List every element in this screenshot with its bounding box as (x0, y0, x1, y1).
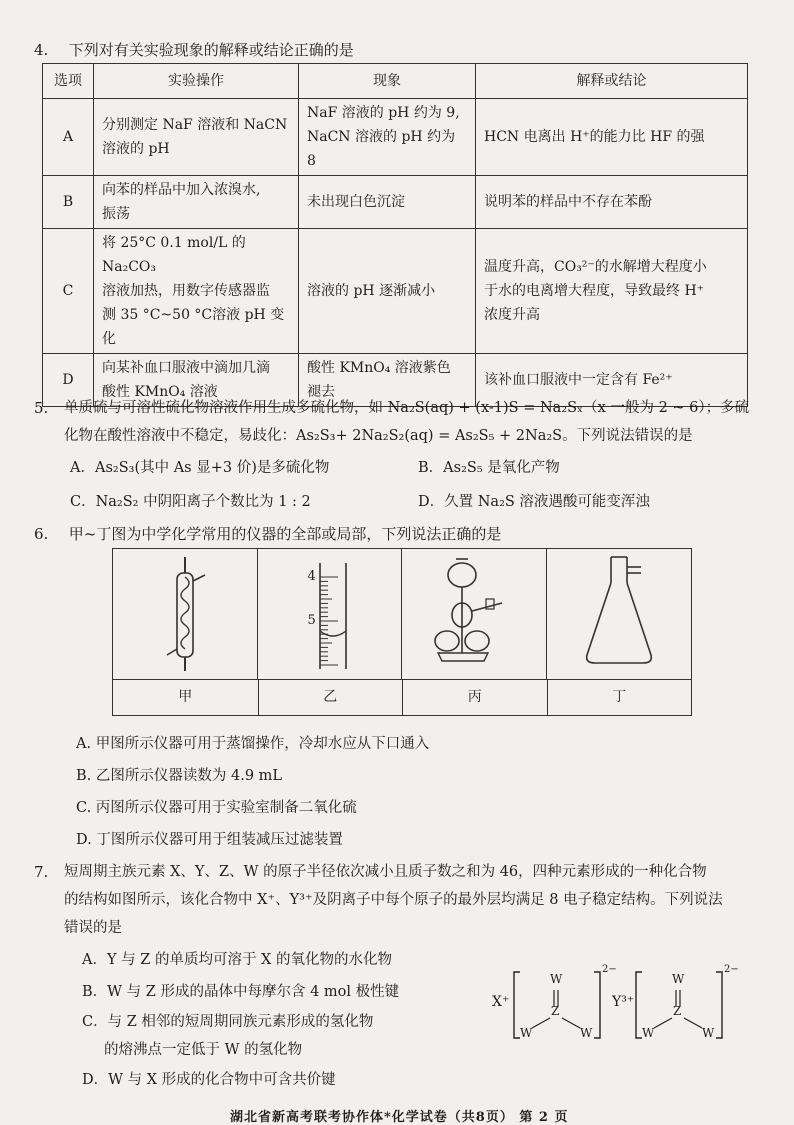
compound-structure (492, 964, 762, 1048)
label-ding: 丁 (547, 679, 692, 715)
cell-operation-line: 分别测定 NaF 溶液和 NaCN (102, 117, 288, 133)
cell-phenomenon (299, 99, 476, 176)
header-option: 选项 (43, 64, 94, 99)
label-yi: 乙 (258, 679, 403, 715)
gas-generator-drawing (402, 549, 546, 679)
scale-mark-5: 5 (307, 613, 316, 628)
cell-phenomenon-line: NaCN 溶液的 pH 约为 8 (307, 129, 456, 169)
apparatus-suction-flask (547, 549, 692, 679)
question-text: 下列对有关实验现象的解释或结论正确的是 (68, 41, 354, 59)
table-header-row (43, 64, 748, 99)
question-text-line1: 短周期主族元素 X、Y、Z、W 的原子半径依次减小且质子数之和为 46，四种元素形成的一种化合物 (64, 864, 707, 880)
cell-conclusion-line: 浓度升高 (484, 307, 540, 323)
cell-conclusion-line: 温度升高，CO₃²⁻的水解增大程度小 (484, 259, 707, 275)
question-text-line1: 单质硫与可溶性硫化物溶液作用生成多硫化物，如 Na₂S(aq) + (x-1)S = Na₂Sₓ（x 一般为 2 ~ 6）；多硫 (64, 400, 750, 416)
option-c: C. 丙图所示仪器可用于实验室制备二氧化硫 (76, 800, 357, 816)
burette-drawing (258, 549, 402, 679)
cell-phenomenon-line: 酸性 KMnO₄ 溶液紫色 (307, 360, 451, 376)
table-row (43, 99, 748, 176)
table-row (43, 176, 748, 229)
cell-phenomenon (299, 176, 476, 229)
question-5-stem (34, 398, 750, 418)
table-row (43, 229, 748, 354)
option-a: A．Y 与 Z 的单质均可溶于 X 的氧化物的水化物 (82, 952, 392, 968)
cell-operation (94, 229, 299, 354)
cell-conclusion (476, 99, 748, 176)
option-c-continued: 的熔沸点一定低于 W 的氢化物 (104, 1042, 303, 1058)
cell-conclusion (476, 176, 748, 229)
question-text-line2: 的结构如图所示，该化合物中 X⁺、Y³⁺及阴离子中每个原子的最外层均满足 8 电子稳定结构。下列说法 (64, 892, 723, 908)
cell-option: A (43, 99, 94, 176)
apparatus-condenser (113, 549, 258, 679)
cell-option: D (43, 354, 94, 407)
question-4-stem (34, 40, 354, 60)
question-number: 5. (34, 399, 49, 417)
atom-w-left-1: W (520, 1026, 533, 1040)
option-b: B．W 与 Z 形成的晶体中每摩尔含 4 mol 极性键 (82, 984, 400, 1000)
atom-z-1: Z (551, 1004, 560, 1018)
atom-w-right-1: W (580, 1026, 593, 1040)
page-footer: 湖北省新高考联考协作体*化学试卷（共8页） 第 2 页 (230, 1110, 569, 1125)
cell-operation-line: 向苯的样品中加入浓溴水, (102, 182, 261, 198)
option-a: A．As₂S₃(其中 As 显+3 价)是多硫化物 (70, 460, 330, 476)
option-b: B．As₂S₅ 是氧化产物 (418, 460, 560, 476)
question-number: 4. (34, 41, 49, 59)
atom-w-right-2: W (702, 1026, 715, 1040)
option-d: D．久置 Na₂S 溶液遇酸可能变浑浊 (418, 494, 650, 510)
label-bing: 丙 (402, 679, 547, 715)
suction-flask-drawing (547, 549, 691, 679)
question-text-line3: 错误的是 (64, 920, 122, 936)
atom-w-left-2: W (642, 1026, 655, 1040)
atom-w-top-2: W (672, 972, 685, 986)
cell-operation (94, 99, 299, 176)
cell-phenomenon-line: 褪去 (307, 384, 335, 400)
cell-operation-line: 振荡 (102, 206, 130, 222)
option-b: B. 乙图所示仪器读数为 4.9 mL (76, 768, 283, 784)
question-6-stem (34, 524, 501, 544)
option-a: A. 甲图所示仪器可用于蒸馏操作，冷却水应从下口通入 (76, 736, 430, 752)
atom-z-2: Z (673, 1004, 682, 1018)
cell-conclusion-line: 说明苯的样品中不存在苯酚 (484, 194, 652, 210)
scale-mark-4: 4 (307, 569, 316, 584)
cell-phenomenon-line: 未出现白色沉淀 (307, 194, 405, 210)
charge-1: 2− (602, 964, 617, 975)
cell-operation-line: 溶液的 pH (102, 141, 170, 157)
apparatus-gas-generator (402, 549, 547, 679)
option-d: D．W 与 X 形成的化合物中可含共价键 (82, 1072, 336, 1088)
cell-conclusion (476, 229, 748, 354)
label-jia: 甲 (113, 679, 258, 715)
header-operation: 实验操作 (94, 64, 299, 99)
charge-2: 2− (724, 964, 739, 975)
option-c: C．与 Z 相邻的短周期同族元素形成的氢化物 (82, 1014, 374, 1030)
cell-conclusion-line: HCN 电离出 H⁺的能力比 HF 的强 (484, 129, 705, 145)
option-d: D. 丁图所示仪器可用于组装减压过滤装置 (76, 832, 343, 848)
question-text-line2: 化物在酸性溶液中不稳定，易歧化：As₂S₃+ 2Na₂S₂(aq) = As₂S₅ + 2Na₂S。下列说法错误的是 (64, 428, 693, 444)
x-ion: X⁺ (492, 994, 510, 1010)
cell-option: C (43, 229, 94, 354)
q4-table (42, 63, 748, 407)
cell-operation-line: 向某补血口服液中滴加几滴 (102, 360, 270, 376)
header-phenomenon: 现象 (299, 64, 476, 99)
header-conclusion: 解释或结论 (476, 64, 748, 99)
cell-phenomenon-line: 溶液的 pH 逐渐减小 (307, 283, 436, 299)
question-text: 甲~丁图为中学化学常用的仪器的全部或局部，下列说法正确的是 (68, 525, 502, 543)
apparatus-burette (258, 549, 403, 679)
cell-operation-line: 溶液加热，用数字传感器监 (102, 283, 270, 299)
cell-operation-line: 测 35 °C~50 °C溶液 pH 变化 (102, 307, 285, 347)
cell-operation (94, 176, 299, 229)
question-7-stem (34, 862, 707, 882)
y-ion: Y³⁺ (612, 994, 635, 1010)
cell-conclusion-line: 于水的电离增大程度，导致最终 H⁺ (484, 283, 705, 299)
apparatus-figure (112, 548, 692, 716)
cell-conclusion-line: 该补血口服液中一定含有 Fe²⁺ (484, 372, 673, 388)
cell-operation-line: 酸性 KMnO₄ 溶液 (102, 384, 218, 400)
question-number: 6. (34, 525, 49, 543)
option-c: C．Na₂S₂ 中阴阳离子个数比为 1 : 2 (70, 494, 311, 510)
cell-phenomenon-line: NaF 溶液的 pH 约为 9, (307, 105, 460, 121)
condenser-drawing (113, 549, 257, 679)
cell-operation-line: 将 25°C 0.1 mol/L 的 Na₂CO₃ (102, 235, 246, 275)
question-number: 7. (34, 863, 49, 881)
cell-option: B (43, 176, 94, 229)
cell-phenomenon (299, 229, 476, 354)
atom-w-top-1: W (550, 972, 563, 986)
